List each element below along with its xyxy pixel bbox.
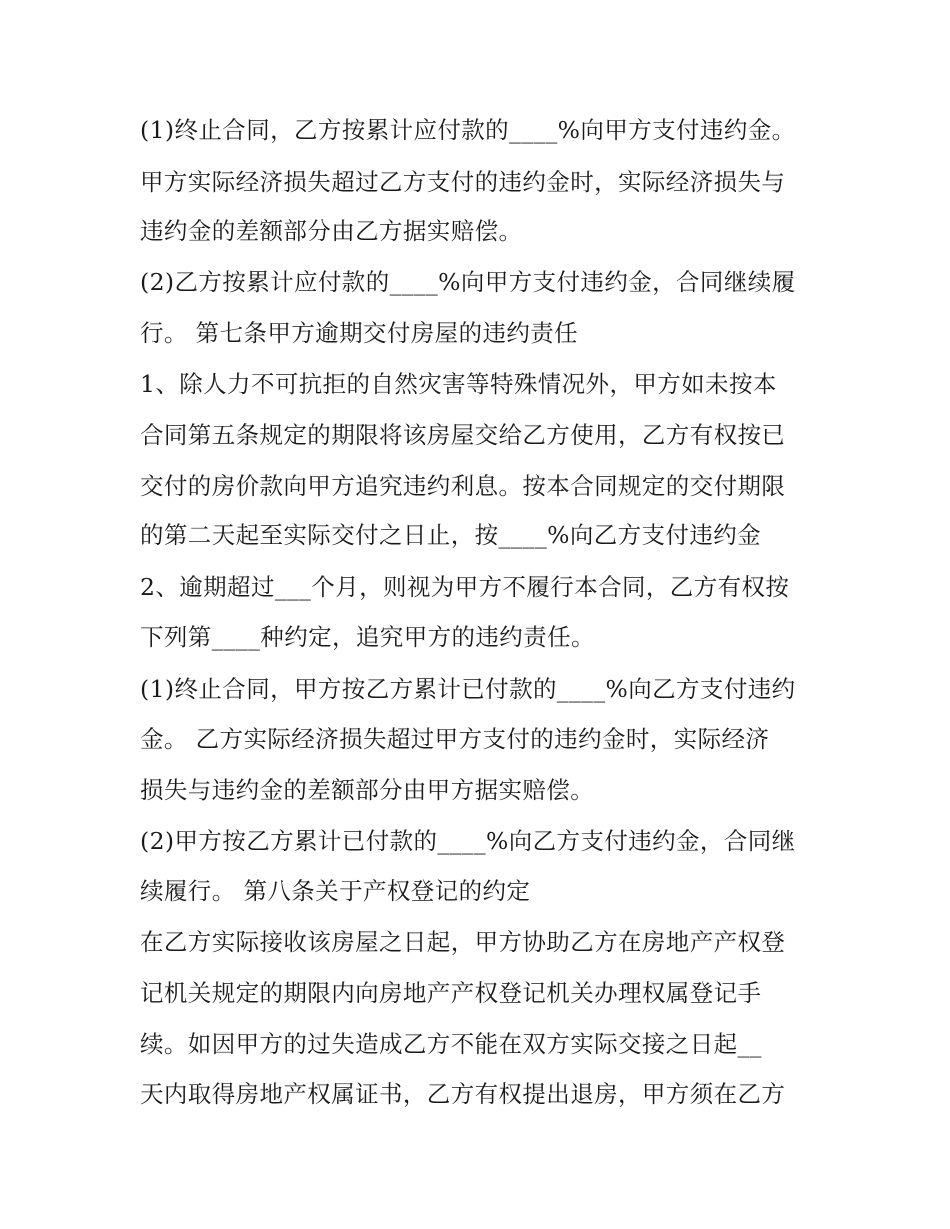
text-line: 记机关规定的期限内向房地产产权登记机关办理权属登记手 (140, 979, 762, 1007)
text-line: 甲方实际经济损失超过乙方支付的违约金时，实际经济损失与 (140, 168, 786, 196)
text-line: 续。如因甲方的过失造成乙方不能在双方实际交接之日起__ (140, 1030, 762, 1058)
text-line: 天内取得房地产权属证书，乙方有权提出退房，甲方须在乙方 (140, 1080, 786, 1108)
text-line: 违约金的差额部分由乙方据实赔偿。 (140, 217, 523, 245)
text-line: (2)乙方按累计应付款的____%向甲方支付违约金，合同继续履 (140, 268, 796, 296)
text-line: 下列第____种约定，追究甲方的违约责任。 (140, 623, 595, 651)
text-line: (1)终止合同，乙方按累计应付款的____%向甲方支付违约金。 (140, 116, 796, 144)
text-line: 1、除人力不可抗拒的自然灾害等特殊情况外，甲方如未按本 (140, 370, 777, 398)
text-line: 合同第五条规定的期限将该房屋交给乙方使用，乙方有权按已 (140, 421, 786, 449)
text-line: 2、逾期超过___个月，则视为甲方不履行本合同，乙方有权按 (140, 573, 790, 601)
text-line: 的第二天起至实际交付之日止，按____%向乙方支付违约金 (140, 521, 762, 549)
text-line: 续履行。 第八条关于产权登记的约定 (140, 877, 531, 905)
text-line: (1)终止合同，甲方按乙方累计已付款的____%向乙方支付违约 (140, 675, 796, 703)
text-line: 交付的房价款向甲方追究违约利息。按本合同规定的交付期限 (140, 472, 786, 500)
text-line: (2)甲方按乙方累计已付款的____%向乙方支付违约金，合同继 (140, 827, 796, 855)
text-line: 损失与违约金的差额部分由甲方据实赔偿。 (140, 776, 595, 804)
text-line: 行。 第七条甲方逾期交付房屋的违约责任 (140, 319, 579, 347)
text-line: 在乙方实际接收该房屋之日起，甲方协助乙方在房地产产权登 (140, 928, 786, 956)
text-line: 金。 乙方实际经济损失超过甲方支付的违约金时，实际经济 (140, 725, 770, 753)
